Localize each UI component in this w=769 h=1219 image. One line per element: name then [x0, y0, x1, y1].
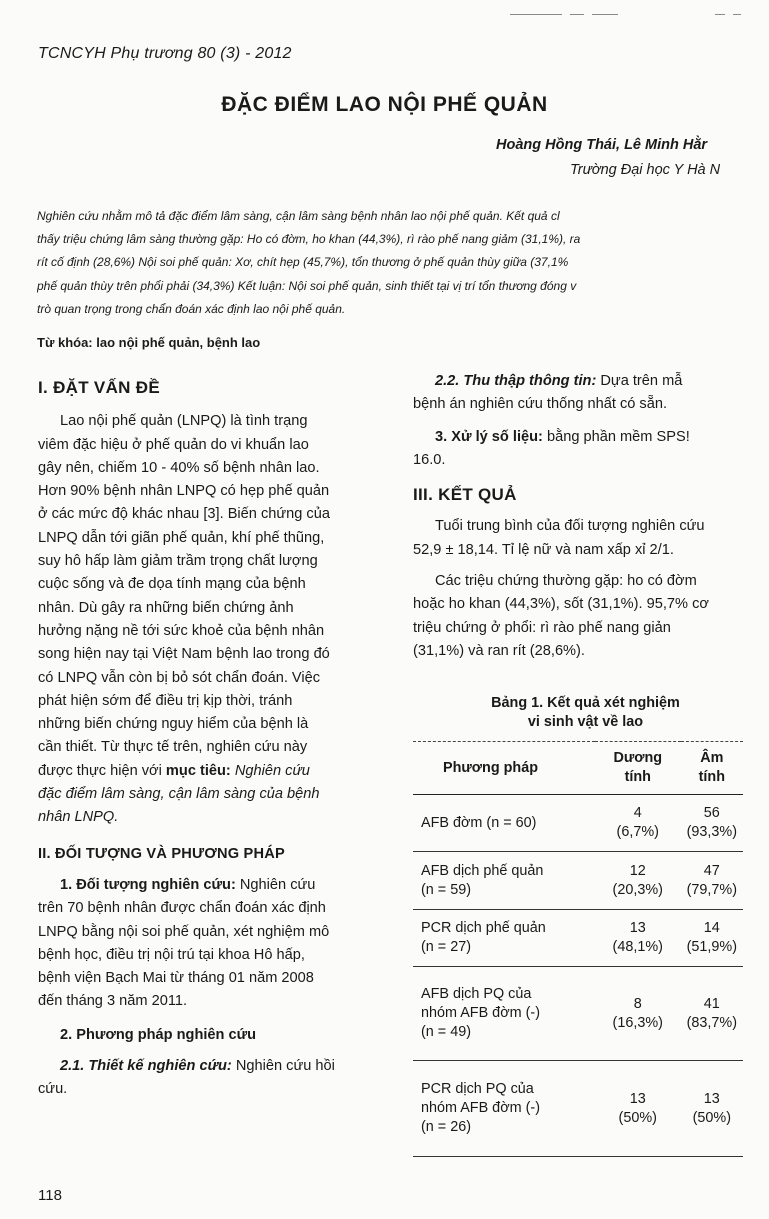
objective-text: nhân LNPQ. [38, 809, 119, 826]
journal-header: TCNCYH Phụ trương 80 (3) - 2012 [38, 45, 292, 62]
body-line: đến tháng 3 năm 2011. [38, 993, 188, 1010]
table-cell-negative [681, 852, 743, 910]
method-line: nhóm AFB đờm (-) [421, 1100, 540, 1116]
column-header-text: Âm [700, 750, 724, 766]
body-line: 16.0. [413, 451, 446, 468]
cell-percent: (79,7%) [686, 881, 737, 898]
body-text: Nghiên cứu [239, 876, 316, 893]
body-line: Các triệu chứng thường gặp: ho có đờm [435, 573, 697, 590]
column-header-text: Dương [613, 750, 663, 766]
table-caption-line: vi sinh vật về lao [527, 714, 644, 730]
objective-text: Nghiên cứu [234, 762, 310, 779]
table-cell-positive [595, 910, 681, 967]
body-line: (31,1%) và ran rít (28,6%). [413, 642, 585, 659]
table-row [413, 910, 743, 967]
cell-count: 4 [633, 805, 642, 821]
abstract-line: phế quản thùy trên phổi phải (34,3%) Kết luận: Nội soi phế quản, sinh thiết tại vị trí tổn thương đóng v [37, 278, 577, 293]
body-line: LNPQ bằng nội soi phế quản, xét nghiệm mô [38, 923, 330, 940]
body-line [413, 370, 758, 393]
article-authors: Hoàng Hồng Thái, Lê Minh Hằr [496, 137, 708, 153]
cell-count: 13 [629, 920, 646, 936]
body-line: Tuổi trung bình của đối tượng nghiên cứu [435, 518, 705, 535]
section-heading-results: III. KẾT QUẢ [413, 485, 517, 505]
left-column [38, 376, 381, 1102]
cell-count: 13 [629, 1090, 646, 1107]
body-line [413, 426, 758, 449]
method-line: AFB dịch phế quản [421, 862, 544, 879]
body-line: có LNPQ vẫn còn bị bỏ sót chẩn đoán. Việc [38, 669, 321, 686]
body-line [38, 760, 381, 783]
objective-label: mục tiêu: [165, 762, 231, 779]
table-row [413, 852, 743, 910]
table-cell-method [413, 910, 595, 967]
method-line: PCR dịch phế quản [421, 920, 546, 936]
body-line: cần thiết. Từ thực tế trên, nghiên cứu này [38, 739, 308, 756]
column-header-negative [681, 742, 743, 795]
table-cell-positive [595, 852, 681, 910]
body-text: được thực hiện với [38, 762, 162, 779]
scan-artifact-lines [510, 14, 760, 24]
subsection-heading-methods: 2. Phương pháp nghiên cứu [60, 1026, 257, 1043]
body-line: triệu chứng ở phổi: rì rào phế nang giản [413, 619, 671, 636]
process-label: 3. Xử lý số liệu: [435, 428, 543, 445]
abstract-line: Nghiên cứu nhằm mô tả đặc điểm lâm sàng, cận lâm sàng bệnh nhân lao nội phế quản. Kết quả cl [37, 209, 560, 223]
table-cell-method [413, 852, 595, 910]
table-row [413, 795, 743, 852]
cell-percent: (6,7%) [616, 824, 659, 840]
body-line: LNPQ dẫn tới giãn phế quản, khí phế thũng, [38, 529, 325, 546]
table-cell-negative [681, 795, 743, 852]
table-cell-negative [681, 910, 743, 967]
cell-count: 47 [703, 862, 720, 879]
method-line: AFB dịch PQ của [421, 986, 532, 1002]
table-cell-negative [681, 1061, 743, 1157]
body-line: 52,9 ± 18,14. Tỉ lệ nữ và nam xấp xỉ 2/1. [413, 541, 674, 558]
method-line: PCR dịch PQ của [421, 1081, 534, 1097]
article-title: ĐẶC ĐIỂM LAO NỘI PHẾ QUẢN [221, 93, 548, 116]
page-number: 118 [38, 1187, 62, 1204]
body-line: bệnh học, điều trị nội trú tại khoa Hô hấp, [38, 946, 305, 963]
body-line [38, 874, 381, 897]
table-header-row [413, 742, 743, 795]
table-cell-negative [681, 967, 743, 1061]
cell-percent: (50%) [618, 1109, 657, 1126]
cell-count: 13 [703, 1090, 720, 1107]
body-text: bằng phần mềm SPS! [546, 428, 690, 445]
table-row [413, 967, 743, 1061]
cell-count: 56 [703, 805, 720, 821]
body-line: cuộc sống và đe dọa tính mạng của bệnh [38, 576, 306, 593]
abstract-line: rít cố định (28,6%) Nội soi phế quản: Xơ, chít hẹp (45,7%), tổn thương ở phế quản thùy giữa (37,1% [37, 255, 569, 270]
body-text: Dựa trên mẫ [600, 373, 683, 389]
body-text: Nghiên cứu hồi [235, 1058, 335, 1075]
cell-percent: (83,7%) [686, 1014, 737, 1031]
body-line: bệnh viện Bạch Mai từ tháng 01 năm 2008 [38, 970, 314, 987]
cell-count: 8 [633, 995, 642, 1012]
body-line: hưởng nặng nề tới sức khoẻ của bệnh nhân [38, 622, 325, 639]
body-line: cứu. [38, 1081, 68, 1098]
column-header-text: tính [624, 769, 651, 785]
table-cell-method [413, 1061, 595, 1157]
column-header-positive [595, 742, 681, 795]
body-line [38, 1055, 381, 1078]
body-line: viêm đặc hiệu ở phế quản do vi khuẩn lao [38, 436, 309, 453]
cell-count: 14 [703, 920, 720, 936]
table-caption-line: Bảng 1. Kết quả xét nghiệm [491, 695, 680, 711]
method-line: nhóm AFB đờm (-) [421, 1005, 540, 1021]
table-cell-method [413, 967, 595, 1061]
cell-percent: (48,1%) [612, 939, 663, 955]
method-line: (n = 49) [421, 1024, 471, 1040]
cell-percent: (51,9%) [686, 939, 737, 955]
cell-percent: (50%) [692, 1109, 731, 1126]
column-header-method: Phương pháp [443, 759, 538, 776]
body-line: những biến chứng nguy hiểm của bệnh là [38, 716, 309, 733]
body-line: song hiện nay tại Việt Nam bệnh lao trong đó [38, 646, 330, 663]
results-table [413, 741, 743, 1157]
body-line: Lao nội phế quản (LNPQ) là tình trạng [60, 413, 308, 430]
body-line: trên 70 bệnh nhân được chẩn đoán xác định [38, 900, 326, 917]
table-cell-positive [595, 795, 681, 852]
body-line: hoặc ho khan (44,3%), sốt (31,1%). 95,7% cơ [413, 596, 709, 613]
abstract [37, 205, 757, 321]
cell-count: 12 [629, 862, 646, 879]
body-line: nhân. Dù gây ra những biến chứng ảnh [38, 599, 294, 616]
subjects-label: 1. Đối tượng nghiên cứu: [60, 876, 236, 893]
body-line: suy hô hấp làm giảm trầm trọng chất lượng [38, 553, 318, 570]
table-row [413, 1061, 743, 1157]
table-caption [413, 694, 758, 732]
body-line: ở các mức độ khác nhau [3]. Biến chứng của [38, 506, 330, 523]
table-cell-positive [595, 967, 681, 1061]
column-header-text: tính [698, 769, 725, 785]
body-line: gây nên, chiếm 10 - 40% số bệnh nhân lao. [38, 459, 320, 476]
design-label: 2.1. Thiết kế nghiên cứu: [60, 1058, 232, 1075]
objective-text: đặc điểm lâm sàng, cận lâm sàng của bệnh [38, 786, 320, 803]
section-heading-methods: II. ĐỐI TƯỢNG VÀ PHƯƠNG PHÁP [38, 845, 285, 862]
cell-percent: (93,3%) [686, 824, 737, 840]
collect-label: 2.2. Thu thập thông tin: [435, 373, 597, 389]
right-column [413, 370, 758, 663]
body-line: Hơn 90% bệnh nhân LNPQ có hẹp phế quản [38, 483, 330, 500]
body-line: phát hiện sớm để điều trị kịp thời, tránh [38, 692, 293, 709]
abstract-line: trò quan trọng trong chẩn đoán xác định lao nội phế quản. [37, 301, 346, 316]
cell-percent: (20,3%) [612, 881, 663, 898]
cell-count: 41 [703, 995, 720, 1012]
method-line: (n = 27) [421, 939, 471, 955]
article-affiliation: Trường Đại học Y Hà N [570, 162, 721, 178]
table-cell-method: AFB đờm (n = 60) [421, 814, 537, 831]
section-heading-introduction: I. ĐẶT VẤN ĐỀ [38, 378, 160, 397]
cell-percent: (16,3%) [612, 1014, 663, 1031]
table-cell-positive [595, 1061, 681, 1157]
body-line: bệnh án nghiên cứu thống nhất có sẵn. [413, 396, 668, 413]
keywords: Từ khóa: lao nội phế quản, bệnh lao [37, 335, 261, 350]
method-line: (n = 59) [421, 881, 471, 898]
abstract-line: thấy triệu chứng lâm sàng thường gặp: Ho có đờm, ho khan (44,3%), rì rào phế nang giảm (31,1%), ra [37, 232, 581, 247]
method-line: (n = 26) [421, 1119, 471, 1135]
